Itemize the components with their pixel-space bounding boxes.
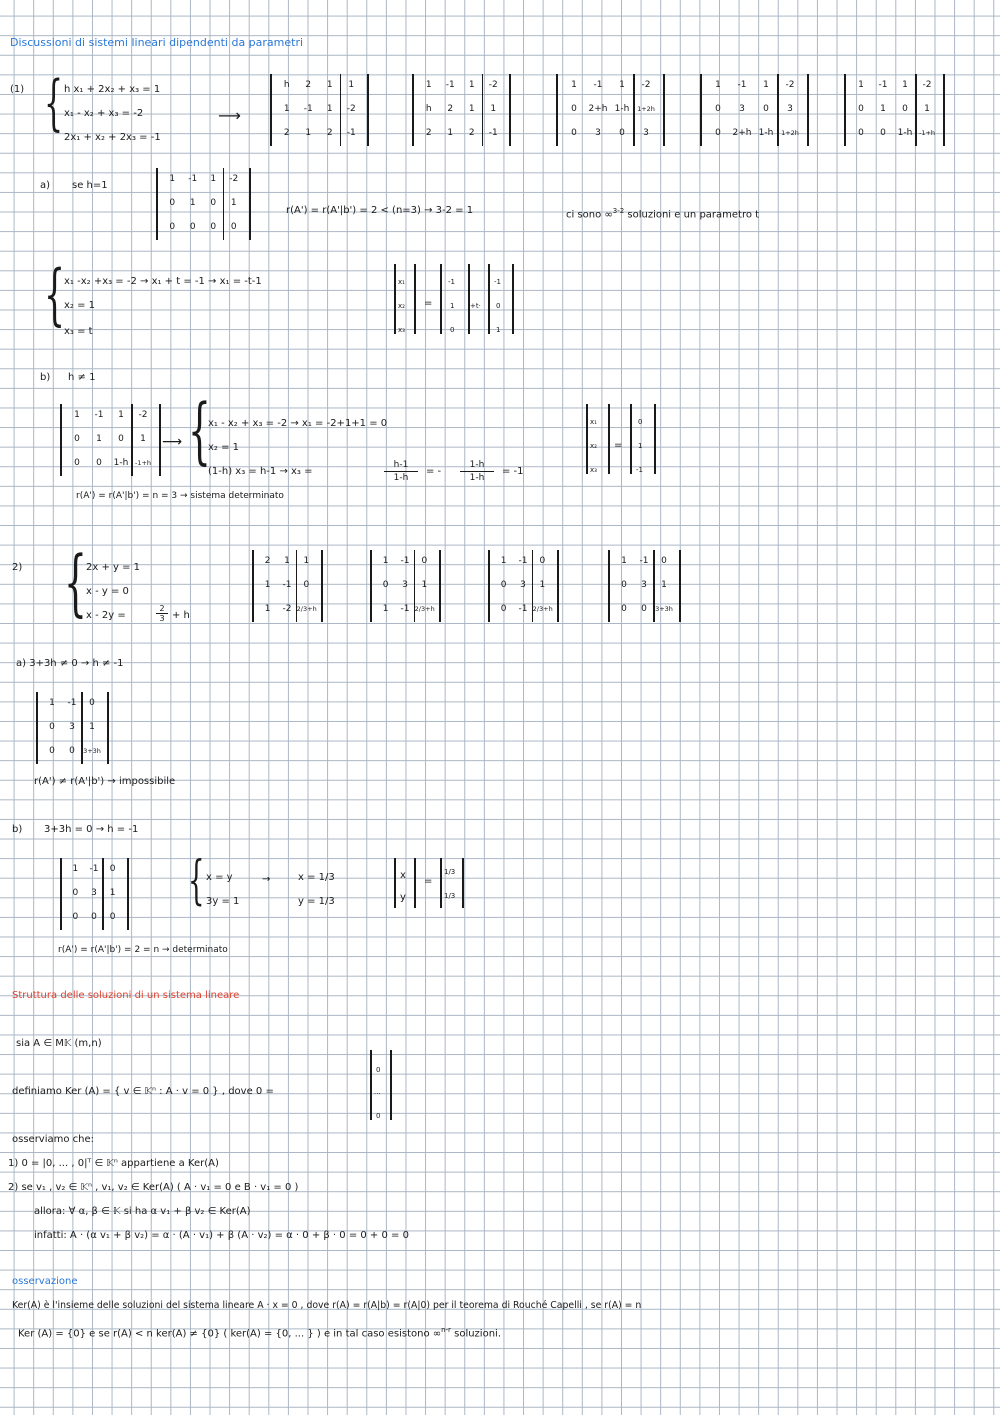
matrix-bar [943,74,945,146]
matrix-bar [321,550,323,622]
matrix-cell: 0 [641,604,647,614]
case-label: a) [40,180,51,191]
matrix-cell: -1 [737,80,747,90]
fraction: 1-h 1-h [460,460,494,483]
equation: x = y [206,872,233,883]
matrix-cell: 1 [858,80,864,90]
vector-bar [586,404,588,474]
observation-line: Ker (A) = {0} e se r(A) < n ker(A) ≠ {0} ( ker(A) = {0, ... } ) e in tal caso esistono ∞$^{n-r}$ soluzioni. [18,1326,501,1340]
matrix-cell: 0 [500,604,507,614]
matrix-cell: 0 [74,458,80,468]
matrix-cell: 0 [715,128,721,138]
matrix-cell: -1 [346,128,356,138]
section-title: osservazione [12,1276,78,1287]
vector-bar [440,858,442,908]
matrix-cell: -1 [303,104,313,114]
matrix-cell: 1-h [113,458,129,468]
vector-entry: x₁ [398,278,405,286]
matrix-bar [60,858,62,930]
section-2-label: 2) [12,562,23,573]
matrix-cell: -1+h [134,459,152,467]
property: allora: ∀ α, β ∈ 𝕂 si ha α v₁ + β v₂ ∈ Ker(A) [34,1206,251,1217]
vector-entry: -1 [636,466,643,474]
matrix-cell: -2 [785,80,795,90]
matrix-cell: 0 [118,434,124,444]
matrix-cell: 1 [305,128,312,138]
matrix-cell: 0 [382,580,389,590]
matrix-cell: 1 [425,80,432,90]
matrix-cell: 3+3h [655,605,673,613]
matrix-cell: 0 [109,864,116,874]
matrix-cell: 1 [109,888,116,898]
matrix-bar [556,74,558,146]
matrix-cell: 1 [902,80,908,90]
vector-bar [654,404,656,474]
vector-bar [394,264,396,334]
equation: h x₁ + 2x₂ + x₃ = 1 [64,84,161,95]
vector-entry: 1/3 [444,868,456,876]
matrix-cell: 0 [858,104,864,114]
matrix-bar [127,858,129,930]
equation: x₂ = 1 [64,300,96,311]
rank-statement: r(A') = r(A'|b') = 2 = n → determinato [58,945,228,955]
rank-statement: r(A') ≠ r(A'|b') → impossibile [34,776,176,787]
vector-entry: x₂ [590,442,597,450]
matrix-cell: 1-h [758,128,774,138]
matrix-cell: 1 [210,174,217,184]
matrix-cell: 1 [880,104,886,114]
matrix-cell: 0 [619,128,625,138]
matrix-cell: 0 [571,104,577,114]
arrow-icon: → [262,874,271,885]
vector-entry: x₃ [398,326,405,334]
matrix-cell: -1 [94,410,104,420]
matrix-bar [439,550,441,622]
system-brace: { [44,256,65,333]
matrix-cell: 1-h [614,104,630,114]
matrix-cell: -1 [518,556,528,566]
vector-bar [394,858,396,908]
matrix-cell: 3 [643,128,649,138]
matrix-cell: 1 [118,410,124,420]
matrix-cell: 0 [74,434,80,444]
matrix-cell: 1 [264,580,271,590]
matrix-cell: 2 [326,128,333,138]
matrix [700,74,808,146]
matrix [36,692,108,764]
matrix-bar [249,168,251,240]
matrix-cell: -1+h [918,129,936,137]
matrix-cell: 0 [109,912,116,922]
matrix-cell: 1 [326,80,333,90]
matrix-cell: 1 [348,80,355,90]
matrix-cell: 0 [500,580,507,590]
matrix-cell: 2/3+h [414,605,435,613]
matrix-cell: 1 [230,198,237,208]
matrix-cell: -2 [922,80,932,90]
matrix-cell: 0 [49,746,55,756]
property: infatti: A · (α v₁ + β v₂) = α · (A · v₁) + β (A · v₂) = α · 0 + β · 0 = 0 + 0 = 0 [34,1230,409,1241]
matrix-cell: 1 [264,604,271,614]
equation-tail: + h [172,610,190,621]
vector-entry: x₂ [398,302,405,310]
matrix-cell: 2+h [732,128,752,138]
matrix-cell: 1 [571,80,577,90]
matrix-cell: 1 [284,556,290,566]
definition: definiamo Ker (A) = { v ∈ 𝕂ⁿ : A · v = 0 } , dove 0 = [12,1086,274,1097]
matrix-bar [679,550,681,622]
result: x = 1/3 [298,872,335,883]
matrix-cell: 0 [880,128,886,138]
matrix-bar [107,692,109,764]
vector-entry: 0 [638,418,643,426]
matrix-cell: 1 [382,556,389,566]
system-brace: { [188,388,211,472]
vector-entry: 0 [450,326,455,334]
vector-bar [390,1050,392,1120]
vector-entry: x [400,870,406,881]
vector-entry: 0 [496,302,501,310]
matrix-cell: -2 [641,80,651,90]
matrix-bar [270,74,272,146]
matrix-cell: 1 [49,698,55,708]
matrix [488,550,558,622]
matrix [844,74,944,146]
matrix-bar [663,74,665,146]
matrix-bar [844,74,846,146]
matrix-cell: 0 [210,222,217,232]
vector-entry: ... [374,1088,381,1096]
matrix-cell: 1 [447,128,454,138]
matrix-cell: 2 [264,556,271,566]
system-brace: { [188,851,205,911]
matrix-cell: 2 [447,104,454,114]
result: y = 1/3 [298,896,335,907]
matrix-cell: 1+2h [781,129,799,137]
matrix-cell: h [283,80,290,90]
rank-statement: r(A') = r(A'|b') = 2 < (n=3) → 3-2 = 1 [286,205,474,216]
vector-bar [370,1050,372,1120]
matrix-cell: 0 [49,722,55,732]
matrix-cell: 1 [169,174,176,184]
matrix-cell: 1 [74,410,80,420]
equals-minus: = - [426,466,442,477]
matrix-bar [252,550,254,622]
matrix [60,404,160,476]
case-condition: h ≠ 1 [68,372,96,383]
matrix-cell: 1 [619,80,625,90]
vector-entry: 1 [496,326,501,334]
matrix [60,858,128,930]
vector-bar [440,264,442,334]
vector-entry: 1/3 [444,892,456,900]
matrix [156,168,250,240]
equation: x₃ = t [64,326,93,337]
matrix [412,74,510,146]
matrix-cell: 1 [468,80,475,90]
fraction: 2 3 [156,604,168,623]
matrix-cell: 0 [715,104,721,114]
matrix-bar [367,74,369,146]
matrix-cell: 0 [421,556,428,566]
matrix-cell: -2 [346,104,356,114]
matrix-cell: 1 [96,434,102,444]
arrow-icon: ⟶ [162,434,183,450]
matrix-bar [159,404,161,476]
matrix-cell: 0 [230,222,237,232]
matrix-cell: 1 [715,80,721,90]
matrix-bar [700,74,702,146]
vector-bar [608,404,610,474]
matrix-cell: -1 [878,80,888,90]
matrix-cell: 1 [303,556,310,566]
matrix-cell: 1 [72,864,79,874]
matrix-cell: 0 [621,580,627,590]
matrix-cell: 2/3+h [296,605,317,613]
matrix-cell: 3 [69,722,75,732]
matrix-cell: 2 [283,128,290,138]
matrix-cell: -2 [488,80,498,90]
rank-statement: r(A') = r(A'|b') = n = 3 → sistema determinato [76,491,284,501]
matrix-cell: 1 [924,104,930,114]
matrix-bar [608,550,610,622]
vector-entry: -1 [494,278,501,286]
matrix-cell: -1 [282,580,292,590]
matrix-cell: -1 [593,80,603,90]
matrix-cell: -1 [445,80,455,90]
matrix-cell: 0 [91,912,97,922]
matrix-cell: 0 [571,128,577,138]
matrix-cell: 1+2h [637,105,655,113]
vector-entry: x₃ [590,466,597,474]
matrix-cell: 0 [858,128,864,138]
matrix-cell: 0 [169,222,176,232]
matrix-cell: 2/3+h [532,605,553,613]
matrix [608,550,680,622]
matrix-cell: 1 [490,104,497,114]
matrix-cell: 3 [595,128,601,138]
vector-entry: -1 [448,278,455,286]
system-brace: { [64,540,87,624]
case-label: b) [12,824,23,835]
matrix-cell: -1 [400,604,410,614]
equation: x₁ - x₂ + x₃ = -2 → x₁ = -2+1+1 = 0 [208,418,388,429]
equals-sign: = [424,876,433,887]
equation: 2x₁ + x₂ + 2x₃ = -1 [64,132,161,143]
system-brace: { [44,68,64,138]
matrix-cell: 1 [539,580,546,590]
equation: 2x + y = 1 [86,562,141,573]
matrix-cell: 1 [500,556,507,566]
matrix-cell: 2+h [588,104,608,114]
matrix-cell: 1 [140,434,146,444]
vector-entry: x₁ [590,418,597,426]
matrix-cell: 2 [305,80,312,90]
equation: 3y = 1 [206,896,240,907]
matrix-cell: 1 [189,198,196,208]
matrix-cell: 3 [91,888,97,898]
matrix-cell: -1 [188,174,198,184]
case-condition: se h=1 [72,180,108,191]
matrix-cell: -1 [89,864,99,874]
page-title: Discussioni di sistemi lineari dipendenti da parametri [10,36,304,49]
matrix-cell: 3 [641,580,647,590]
matrix-bar [488,550,490,622]
matrix-cell: 0 [89,698,95,708]
vector-bar [512,264,514,334]
equation: x - 2y = [86,610,126,621]
matrix-bar [370,550,372,622]
matrix-cell: 1 [382,604,389,614]
matrix-cell: -1 [518,604,528,614]
section-1-label: (1) [10,84,25,95]
property: 2) se v₁ , v₂ ∈ 𝕂ⁿ , v₁, v₂ ∈ Ker(A) ( A · v₁ = 0 e B · v₁ = 0 ) [8,1182,299,1193]
observation-line: Ker(A) è l'insieme delle soluzioni del sistema lineare A · x = 0 , dove r(A) = r(A|b) = r(A|0) per il teorema di Rouché Capelli , se r(A) = n [12,1300,642,1311]
matrix-cell: 0 [72,888,79,898]
matrix-cell: -2 [138,410,148,420]
matrix-cell: 0 [661,556,667,566]
matrix-cell: 1 [763,80,769,90]
equals-sign: = [614,440,623,451]
matrix-bar [509,74,511,146]
matrix-cell: -1 [488,128,498,138]
matrix-cell: h [425,104,432,114]
matrix-cell: 1 [326,104,333,114]
matrix-cell: 0 [69,746,75,756]
result: = -1 [502,466,524,477]
matrix-bar [412,74,414,146]
matrix-cell: 0 [539,556,546,566]
matrix-cell: 1 [421,580,428,590]
note: osserviamo che: [12,1134,95,1145]
equation: x₂ = 1 [208,442,240,453]
matrix-cell: 0 [303,580,310,590]
matrix-cell: 0 [189,222,196,232]
matrix-cell: 0 [621,604,627,614]
matrix-cell: 0 [763,104,769,114]
matrix-cell: -1 [67,698,77,708]
matrix-cell: -1 [400,556,410,566]
vector-bar [488,264,490,334]
matrix-cell: 2 [425,128,432,138]
matrix-cell: 3+3h [83,747,101,755]
equation: x - y = 0 [86,586,129,597]
matrix-cell: 1 [89,722,95,732]
vector-entry: 1 [638,442,643,450]
matrix [270,74,368,146]
matrix-cell: 1 [283,104,290,114]
matrix-cell: 0 [902,104,908,114]
definition: sia A ∈ M𝕂 (m,n) [16,1038,102,1049]
matrix-bar [36,692,38,764]
matrix-cell: -2 [282,604,292,614]
matrix [370,550,440,622]
vector-entry: 0 [376,1066,381,1074]
arrow-icon: ⟶ [218,106,241,125]
matrix-cell: 0 [96,458,102,468]
matrix-cell: 3 [520,580,526,590]
matrix [556,74,664,146]
case-condition: a) 3+3h ≠ 0 → h ≠ -1 [16,658,124,669]
matrix-cell: 3 [787,104,793,114]
matrix-cell: 1-h [897,128,913,138]
matrix-bar [557,550,559,622]
section-title: Struttura delle soluzioni di un sistema lineare [12,990,240,1001]
fraction: h-1 1-h [384,460,418,483]
matrix [252,550,322,622]
matrix-cell: -1 [639,556,649,566]
vector-bar [630,404,632,474]
matrix-cell: 3 [739,104,745,114]
case-label: b) [40,372,51,383]
matrix-cell: 0 [169,198,176,208]
solutions-text: ci sono ∞$^{3-2}$ soluzioni e un parametro t [566,207,760,221]
matrix-cell: 2 [468,128,475,138]
vector-bar [462,858,464,908]
equals-sign: = [424,298,433,309]
vector-entry: y [400,892,406,903]
matrix-bar [60,404,62,476]
matrix-cell: -2 [229,174,239,184]
matrix-cell: 1 [468,104,475,114]
vector-bar [414,858,416,908]
property: 1) 0 = |0, ... , 0|ᵀ ∈ 𝕂ⁿ appartiene a Ker(A) [8,1158,219,1169]
plus-t: +t· [470,302,481,310]
matrix-cell: 1 [661,580,667,590]
vector-entry: 1 [450,302,455,310]
matrix-cell: 0 [72,912,79,922]
matrix-cell: 3 [402,580,408,590]
equation: x₁ - x₂ + x₃ = -2 [64,108,144,119]
case-condition: 3+3h = 0 → h = -1 [44,824,139,835]
vector-entry: 0 [376,1112,381,1120]
matrix-bar [156,168,158,240]
vector-bar [468,264,470,334]
matrix-cell: 0 [210,198,217,208]
matrix-bar [807,74,809,146]
matrix-cell: 1 [621,556,627,566]
vector-bar [414,264,416,334]
equation: x₁ -x₂ +x₃ = -2 → x₁ + t = -1 → x₁ = -t-1 [64,276,262,287]
equation: (1-h) x₃ = h-1 → x₃ = [208,466,313,477]
